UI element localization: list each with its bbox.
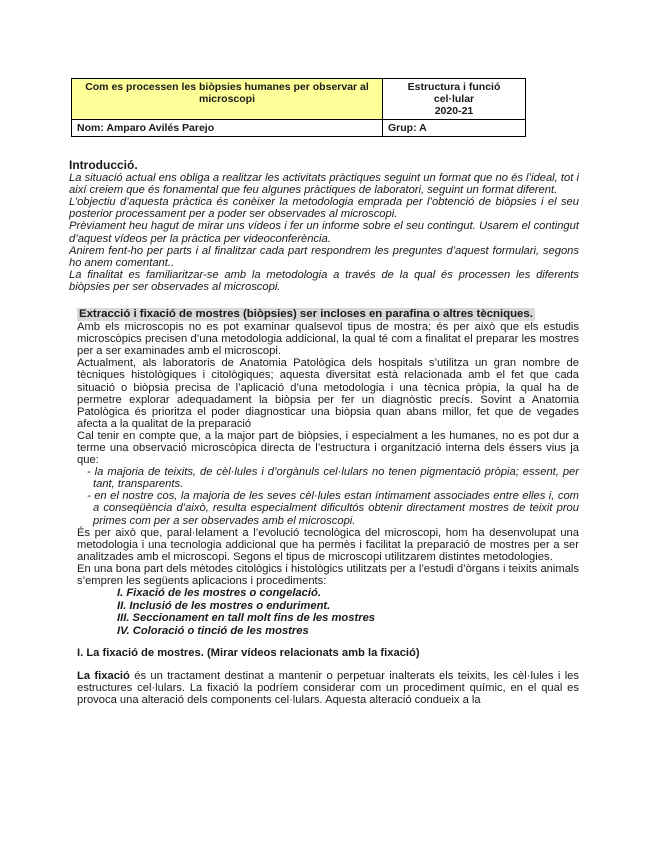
student-name: Nom: Amparo Avilés Parejo bbox=[72, 120, 383, 137]
body-paragraph: Cal tenir en compte que, a la major part de biòpsies, i especialment a les humanes, no es pot dur a terme una observació microscòpica directa de l’estructura i organització interna dels éssers vius ja que: bbox=[77, 429, 579, 467]
group-label: Grup: A bbox=[383, 120, 526, 137]
document-body bbox=[69, 159, 579, 706]
section-extraction-body bbox=[77, 321, 579, 637]
intro-heading: Introducció. bbox=[69, 158, 138, 172]
bullet-item: - en el nostre cos, la majoria de les seves cèl·lules estan íntimament associades entre elles i, com a conseqüència d’això, resulta especialment dificultós obtenir directament mostres de teixit prou primes com per a ser observades amb el microscopi. bbox=[87, 490, 579, 527]
fixation-text: és un tractament destinat a mantenir o perpetuar inalterats els teixits, les cèl·lules i les estructures cel·lulars. La fixació la podríem considerar com un procediment químic, en el qual es provoca una alteració dels components cel·lulars. Aquesta alteració condueix a la bbox=[77, 669, 580, 706]
body-paragraph: Actualment, als laboratoris de Anatomia Patològica dels hospitals s’utilitza un gran nombre de tècniques histològiques i citològiques; aquesta diversitat està relacionada amb el fet que cada situació o biòpsia precisa de l’aplicació d’una metodologia i una tècnica pròpia, la qual ha de permetre explorar adequadament la biòpsia per fer un diagnòstic precís. Sovint a Anatomia Patològica és prioritza el poder diagnosticar una biòpsia quan abans millor, fet que de vegades afecta a la qualitat de la preparació bbox=[77, 357, 579, 430]
course-year: 2020-21 bbox=[434, 105, 474, 117]
intro-paragraph: Prèviament heu hagut de mirar uns vídeos i fer un informe sobre el seu contingut. Usarem el contingut d’aquest vídeos per la pràctica per videoconferència. bbox=[69, 220, 579, 245]
fixation-heading: I. La fixació de mostres. (Mirar vídeos relacionats amb la fixació) bbox=[77, 647, 420, 660]
body-paragraph: Amb els microscopis no es pot examinar qualsevol tipus de mostra; és per això que els estudis microscòpics precisen d’una metodologia addicional, la qual té com a finalitat el preparar les mostres per a ser examinades amb el microscopi. bbox=[77, 321, 579, 358]
fixation-paragraph bbox=[77, 670, 579, 706]
fixation-term: La fixació bbox=[77, 669, 130, 682]
procedure-steps bbox=[117, 587, 579, 637]
procedure-step: II. Inclusió de les mostres o enduriment. bbox=[117, 599, 331, 612]
practice-title: Com es processen les biòpsies humanes per observar al microscopi bbox=[72, 79, 383, 120]
intro-paragraph: La situació actual ens obliga a realitzar les activitats pràctiques seguint un format que no és l’ideal, tot i així creiem que és fonamental que feu algunes pràctiques de laboratori, seguint un format diferent. bbox=[69, 172, 579, 197]
header-table bbox=[71, 78, 526, 137]
intro-paragraph: Anirem fent-ho per parts i al finalitzar cada part respondrem les preguntes d’aquest formulari, segons ho anem comentant.. bbox=[69, 244, 579, 269]
procedure-step: III. Seccionament en tall molt fins de les mostres bbox=[117, 612, 376, 625]
bullet-item: - la majoria de teixits, de cèl·lules i d’orgànuls cel·lulars no tenen pigmentació pròpia; essent, per tant, transparents. bbox=[87, 466, 579, 491]
intro-paragraph: La finalitat es familiaritzar-se amb la metodologia a través de la qual és processen les diferents biòpsies per ser observades al microscopi. bbox=[69, 268, 579, 293]
procedure-step: IV. Coloració o tinció de les mostres bbox=[117, 624, 309, 637]
body-paragraph: En una bona part dels mètodes citològics i histològics utilitzats per a l’estudi d’òrgans i teixits animals s’empren les següents aplicacions i procediments: bbox=[77, 562, 579, 587]
course-cell bbox=[383, 79, 526, 120]
procedure-step: I. Fixació de les mostres o congelació. bbox=[117, 587, 321, 600]
body-paragraph: És per això que, paral·lelament a l’evolució tecnològica del microscopi, hom ha desenvolupat una metodologia i una tecnologia addicional que ha permès i facilitat la preparació de mostres per a ser analitzades amb el microscopi. Segons el tipus de microscopi utilitzarem distintes metodologies. bbox=[77, 526, 579, 563]
course-name: Estructura i funció cel·lular bbox=[407, 81, 501, 105]
intro-paragraph: L’objectiu d’aquesta pràctica és conèixer la metodologia emprada per l’obtenció de biòpsies i el seu posterior processament per a poder ser observades al microscopi. bbox=[69, 196, 579, 221]
section-heading-extraction: Extracció i fixació de mostres (biòpsies) ser incloses en parafina o altres tècniques. bbox=[79, 308, 533, 321]
